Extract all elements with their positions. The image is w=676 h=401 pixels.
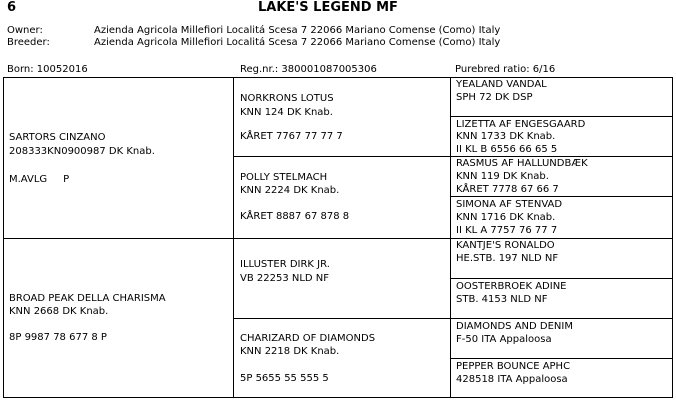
- gen3-8-registration: 428518 ITA Appaloosa: [456, 374, 568, 385]
- gen3-6-registration: STB. 4153 NLD NF: [456, 294, 548, 305]
- breeder-value: Azienda Agricola Millefiori Localitá Scesa 7 22066 Mariano Comense (Como) Italy: [94, 37, 501, 48]
- sire-notes: M.AVLG P: [9, 174, 70, 185]
- sire-name: SARTORS CINZANO: [9, 132, 106, 143]
- gen2-3-registration: VB 22253 NLD NF: [240, 273, 330, 284]
- row-divider-gen2-b: [233, 318, 673, 319]
- gen2-2-notes: KÅRET 8887 67 878 8: [240, 211, 350, 222]
- row-divider-gen3-a: [450, 116, 673, 117]
- gen3-5-name: KANTJE'S RONALDO: [456, 240, 555, 251]
- gen3-3-notes: KÅRET 7778 67 66 7: [456, 184, 559, 195]
- row-divider-gen3-d: [450, 358, 673, 359]
- gen3-1-name: YEALAND VANDAL: [456, 79, 547, 90]
- gen3-2-registration: KNN 1733 DK Knab.: [456, 131, 556, 142]
- gen2-2-registration: KNN 2224 DK Knab.: [240, 185, 340, 196]
- gen3-7-name: DIAMONDS AND DENIM: [456, 321, 573, 332]
- dam-registration: KNN 2668 DK Knab.: [9, 306, 109, 317]
- gen3-7-registration: F-50 ITA Appaloosa: [456, 334, 552, 345]
- gen3-4-name: SIMONA AF STENVAD: [456, 199, 563, 210]
- owner-label: Owner:: [7, 25, 43, 36]
- row-divider-gen2-a: [233, 156, 673, 157]
- row-divider-gen3-c: [450, 278, 673, 279]
- gen3-8-name: PEPPER BOUNCE APHC: [456, 361, 571, 372]
- owner-value: Azienda Agricola Millefiori Localitá Scesa 7 22066 Mariano Comense (Como) Italy: [94, 25, 501, 36]
- gen2-4-registration: KNN 2218 DK Knab.: [240, 346, 340, 357]
- gen3-3-registration: KNN 119 DK Knab.: [456, 171, 549, 182]
- gen2-3-name: ILLUSTER DIRK JR.: [240, 259, 330, 270]
- dam-name: BROAD PEAK DELLA CHARISMA: [9, 293, 166, 304]
- gen3-3-name: RASMUS AF HALLUNDBÆK: [456, 158, 588, 169]
- row-divider-main: [3, 238, 673, 239]
- gen2-2-name: POLLY STELMACH: [240, 172, 328, 183]
- gen3-2-notes: II KL B 6556 66 65 5: [456, 144, 558, 155]
- gen3-6-name: OOSTERBROEK ADINE: [456, 281, 567, 292]
- born-date: Born: 10052016: [7, 64, 88, 75]
- gen3-4-notes: II KL A 7757 76 77 7: [456, 225, 558, 236]
- gen2-4-notes: 5P 5655 55 555 5: [240, 373, 329, 384]
- row-divider-gen3-b: [450, 196, 673, 197]
- purebred-ratio: Purebred ratio: 6/16: [455, 64, 556, 75]
- horse-title: LAKE'S LEGEND MF: [258, 0, 398, 15]
- page-number: 6: [7, 0, 17, 15]
- gen3-5-registration: HE.STB. 197 NLD NF: [456, 253, 559, 264]
- gen2-1-registration: KNN 124 DK Knab.: [240, 107, 333, 118]
- registration-number: Reg.nr.: 380001087005306: [240, 64, 377, 75]
- gen3-2-name: LIZETTA AF ENGESGAARD: [456, 119, 586, 130]
- gen2-1-notes: KÅRET 7767 77 77 7: [240, 131, 343, 142]
- gen3-1-registration: SPH 72 DK DSP: [456, 92, 533, 103]
- breeder-label: Breeder:: [7, 37, 50, 48]
- sire-registration: 208333KN0900987 DK Knab.: [9, 146, 155, 157]
- dam-notes: 8P 9987 78 677 8 P: [9, 332, 107, 343]
- gen2-4-name: CHARIZARD OF DIAMONDS: [240, 333, 376, 344]
- gen2-1-name: NORKRONS LOTUS: [240, 93, 334, 104]
- gen3-4-registration: KNN 1716 DK Knab.: [456, 212, 556, 223]
